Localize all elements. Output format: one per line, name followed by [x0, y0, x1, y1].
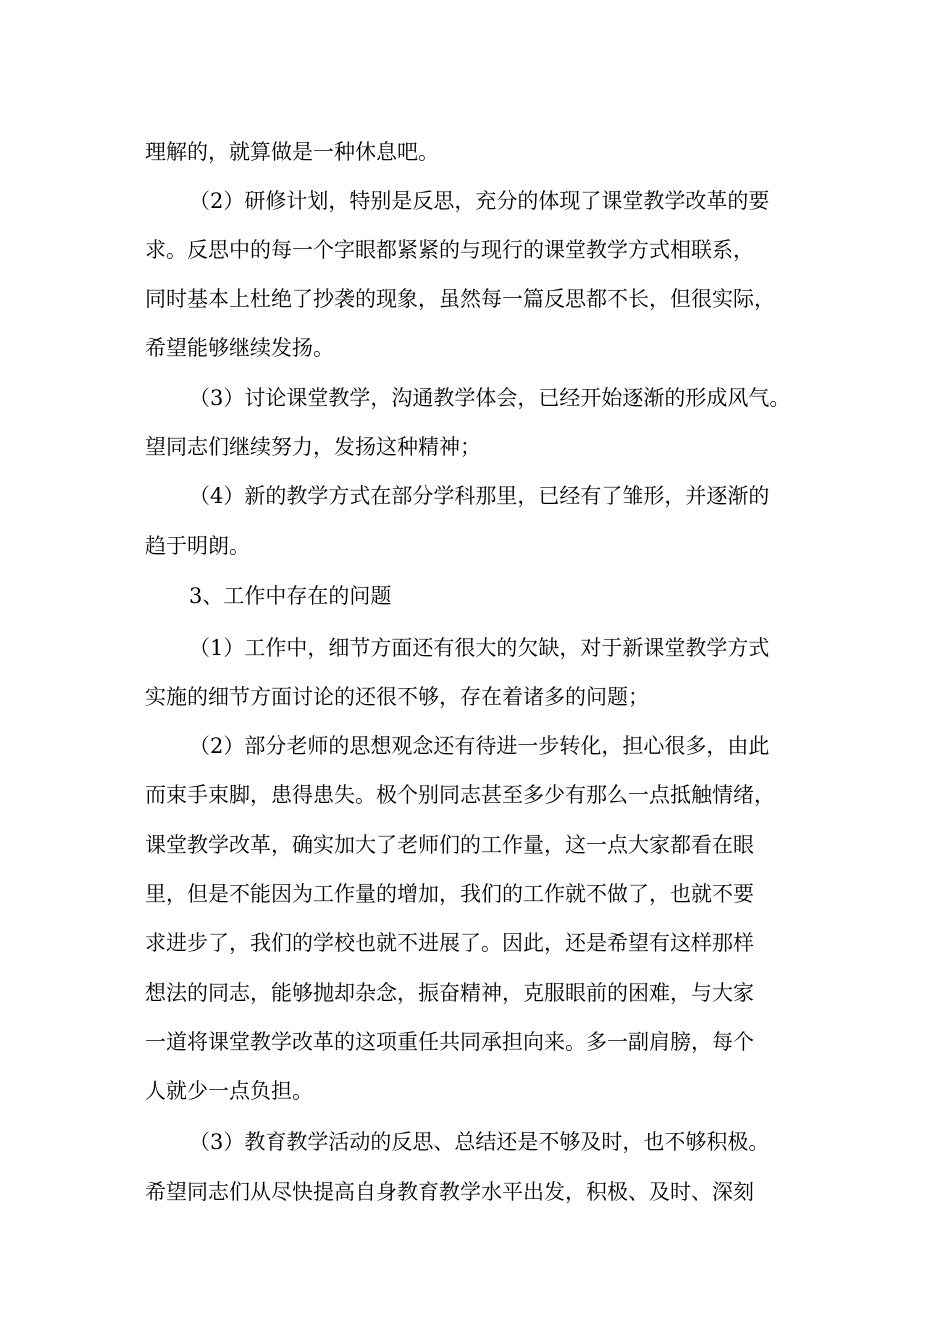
- text-line: 实施的细节方面讨论的还很不够，存在着诸多的问题；: [145, 685, 649, 709]
- text-line: 希望同志们从尽快提高自身教育教学水平出发，积极、及时、深刻: [145, 1180, 754, 1204]
- text-line: 求进步了，我们的学校也就不进展了。因此，还是希望有这样那样: [145, 931, 754, 955]
- paragraph-start-line: （3）讨论课堂教学，沟通教学体会，已经开始逐渐的形成风气。: [189, 386, 791, 410]
- section-heading: 3、工作中存在的问题: [189, 584, 392, 608]
- text-line: 人就少一点负担。: [145, 1079, 313, 1103]
- text-line: 一道将课堂教学改革的这项重任共同承担向来。多一副肩膀，每个: [145, 1030, 754, 1054]
- text-line: 而束手束脚，患得患失。极个别同志甚至多少有那么一点抵触情绪，: [145, 783, 775, 807]
- text-line: 想法的同志，能够抛却杂念，振奋精神，克服眼前的困难，与大家: [145, 981, 754, 1005]
- text-line: 求。反思中的每一个字眼都紧紧的与现行的课堂教学方式相联系，: [145, 238, 754, 262]
- text-line: 希望能够继续发扬。: [145, 336, 334, 360]
- paragraph-start-line: （1）工作中，细节方面还有很大的欠缺，对于新课堂教学方式: [189, 636, 770, 660]
- text-line: 望同志们继续努力，发扬这种精神；: [145, 435, 481, 459]
- paragraph-start-line: （4）新的教学方式在部分学科那里，已经有了雏形，并逐渐的: [189, 484, 770, 508]
- paragraph-start-line: （2）部分老师的思想观念还有待进一步转化，担心很多，由此: [189, 734, 770, 758]
- text-line: 里，但是不能因为工作量的增加，我们的工作就不做了，也就不要: [145, 882, 754, 906]
- text-line: 趋于明朗。: [145, 534, 250, 558]
- paragraph-start-line: （3）教育教学活动的反思、总结还是不够及时，也不够积极。: [189, 1130, 770, 1154]
- paragraph-start-line: （2）研修计划，特别是反思，充分的体现了课堂教学改革的要: [189, 189, 770, 213]
- text-line: 同时基本上杜绝了抄袭的现象，虽然每一篇反思都不长，但很实际，: [145, 287, 775, 311]
- text-line: 理解的，就算做是一种休息吧。: [145, 140, 439, 164]
- text-line: 课堂教学改革，确实加大了老师们的工作量，这一点大家都看在眼: [145, 833, 754, 857]
